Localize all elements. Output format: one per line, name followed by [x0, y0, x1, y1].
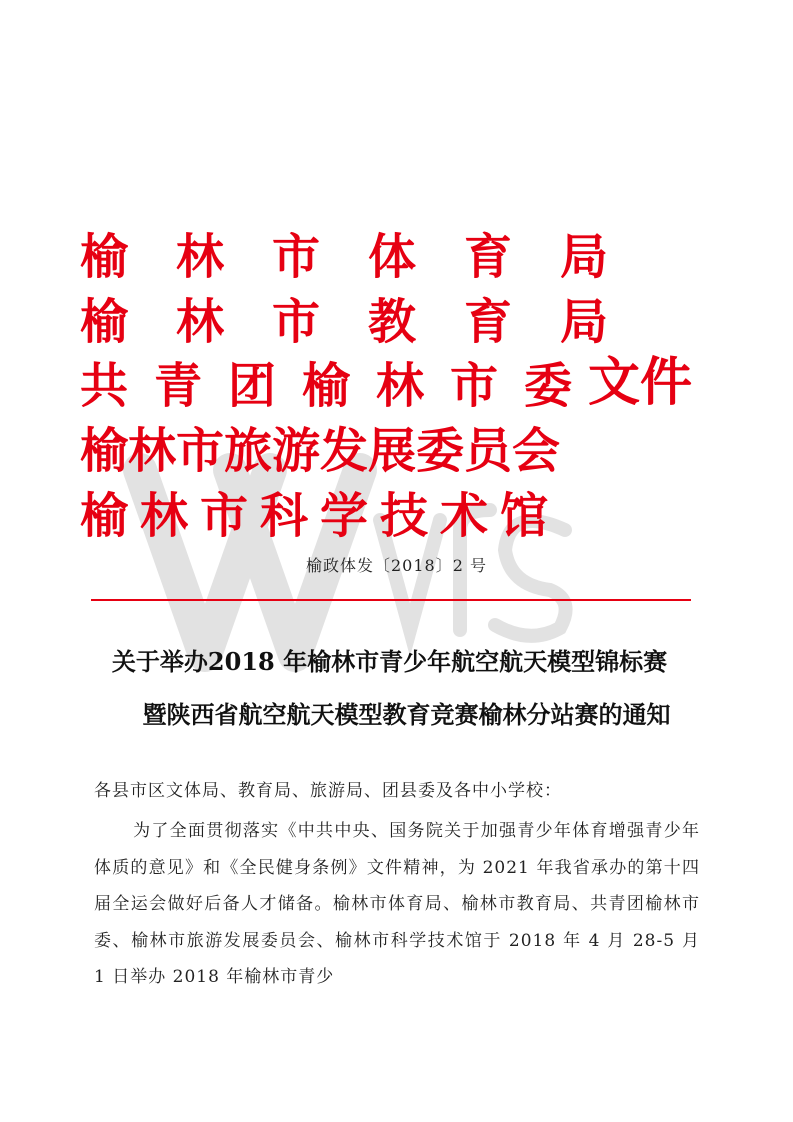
notice-title-line-2: 暨陕西省航空航天模型教育竞赛榆林分站赛的通知 — [142, 700, 671, 729]
document-label-wenjian: 文件 — [588, 353, 693, 413]
red-divider-line — [91, 599, 691, 601]
issuer-sports-bureau: 榆 林 市 体 育 局 — [80, 229, 609, 285]
issuer-science-museum: 榆 林 市 科 学 技 术 馆 — [80, 488, 549, 544]
notice-title-line-1: 关于举办2018 年榆林市青少年航空航天模型锦标赛 — [111, 647, 668, 676]
issuer-tourism-committee: 榆林市旅游发展委员会 — [80, 423, 561, 479]
issuer-youth-league: 共 青 团 榆 林 市 委 — [80, 358, 573, 414]
body-paragraph: 为了全面贯彻落实《中共中央、国务院关于加强青少年体育增强青少年体质的意见》和《全民健身条例》文件精神，为 2021 年我省承办的第十四届全运会做好后备人才储备。榆林市体育局、榆林市教育局、共青团榆林市委、榆林市旅游发展委员会、榆林市科学技术馆于 2018 年 4 月 28-5 月 1 日举办 2018 年榆林市青少 — [94, 821, 700, 987]
salutation: 各县市区文体局、教育局、旅游局、团县委及各中小学校： — [94, 781, 562, 801]
document-number: 榆政体发〔2018〕2 号 — [306, 556, 487, 575]
issuer-education-bureau: 榆 林 市 教 育 局 — [80, 294, 609, 350]
